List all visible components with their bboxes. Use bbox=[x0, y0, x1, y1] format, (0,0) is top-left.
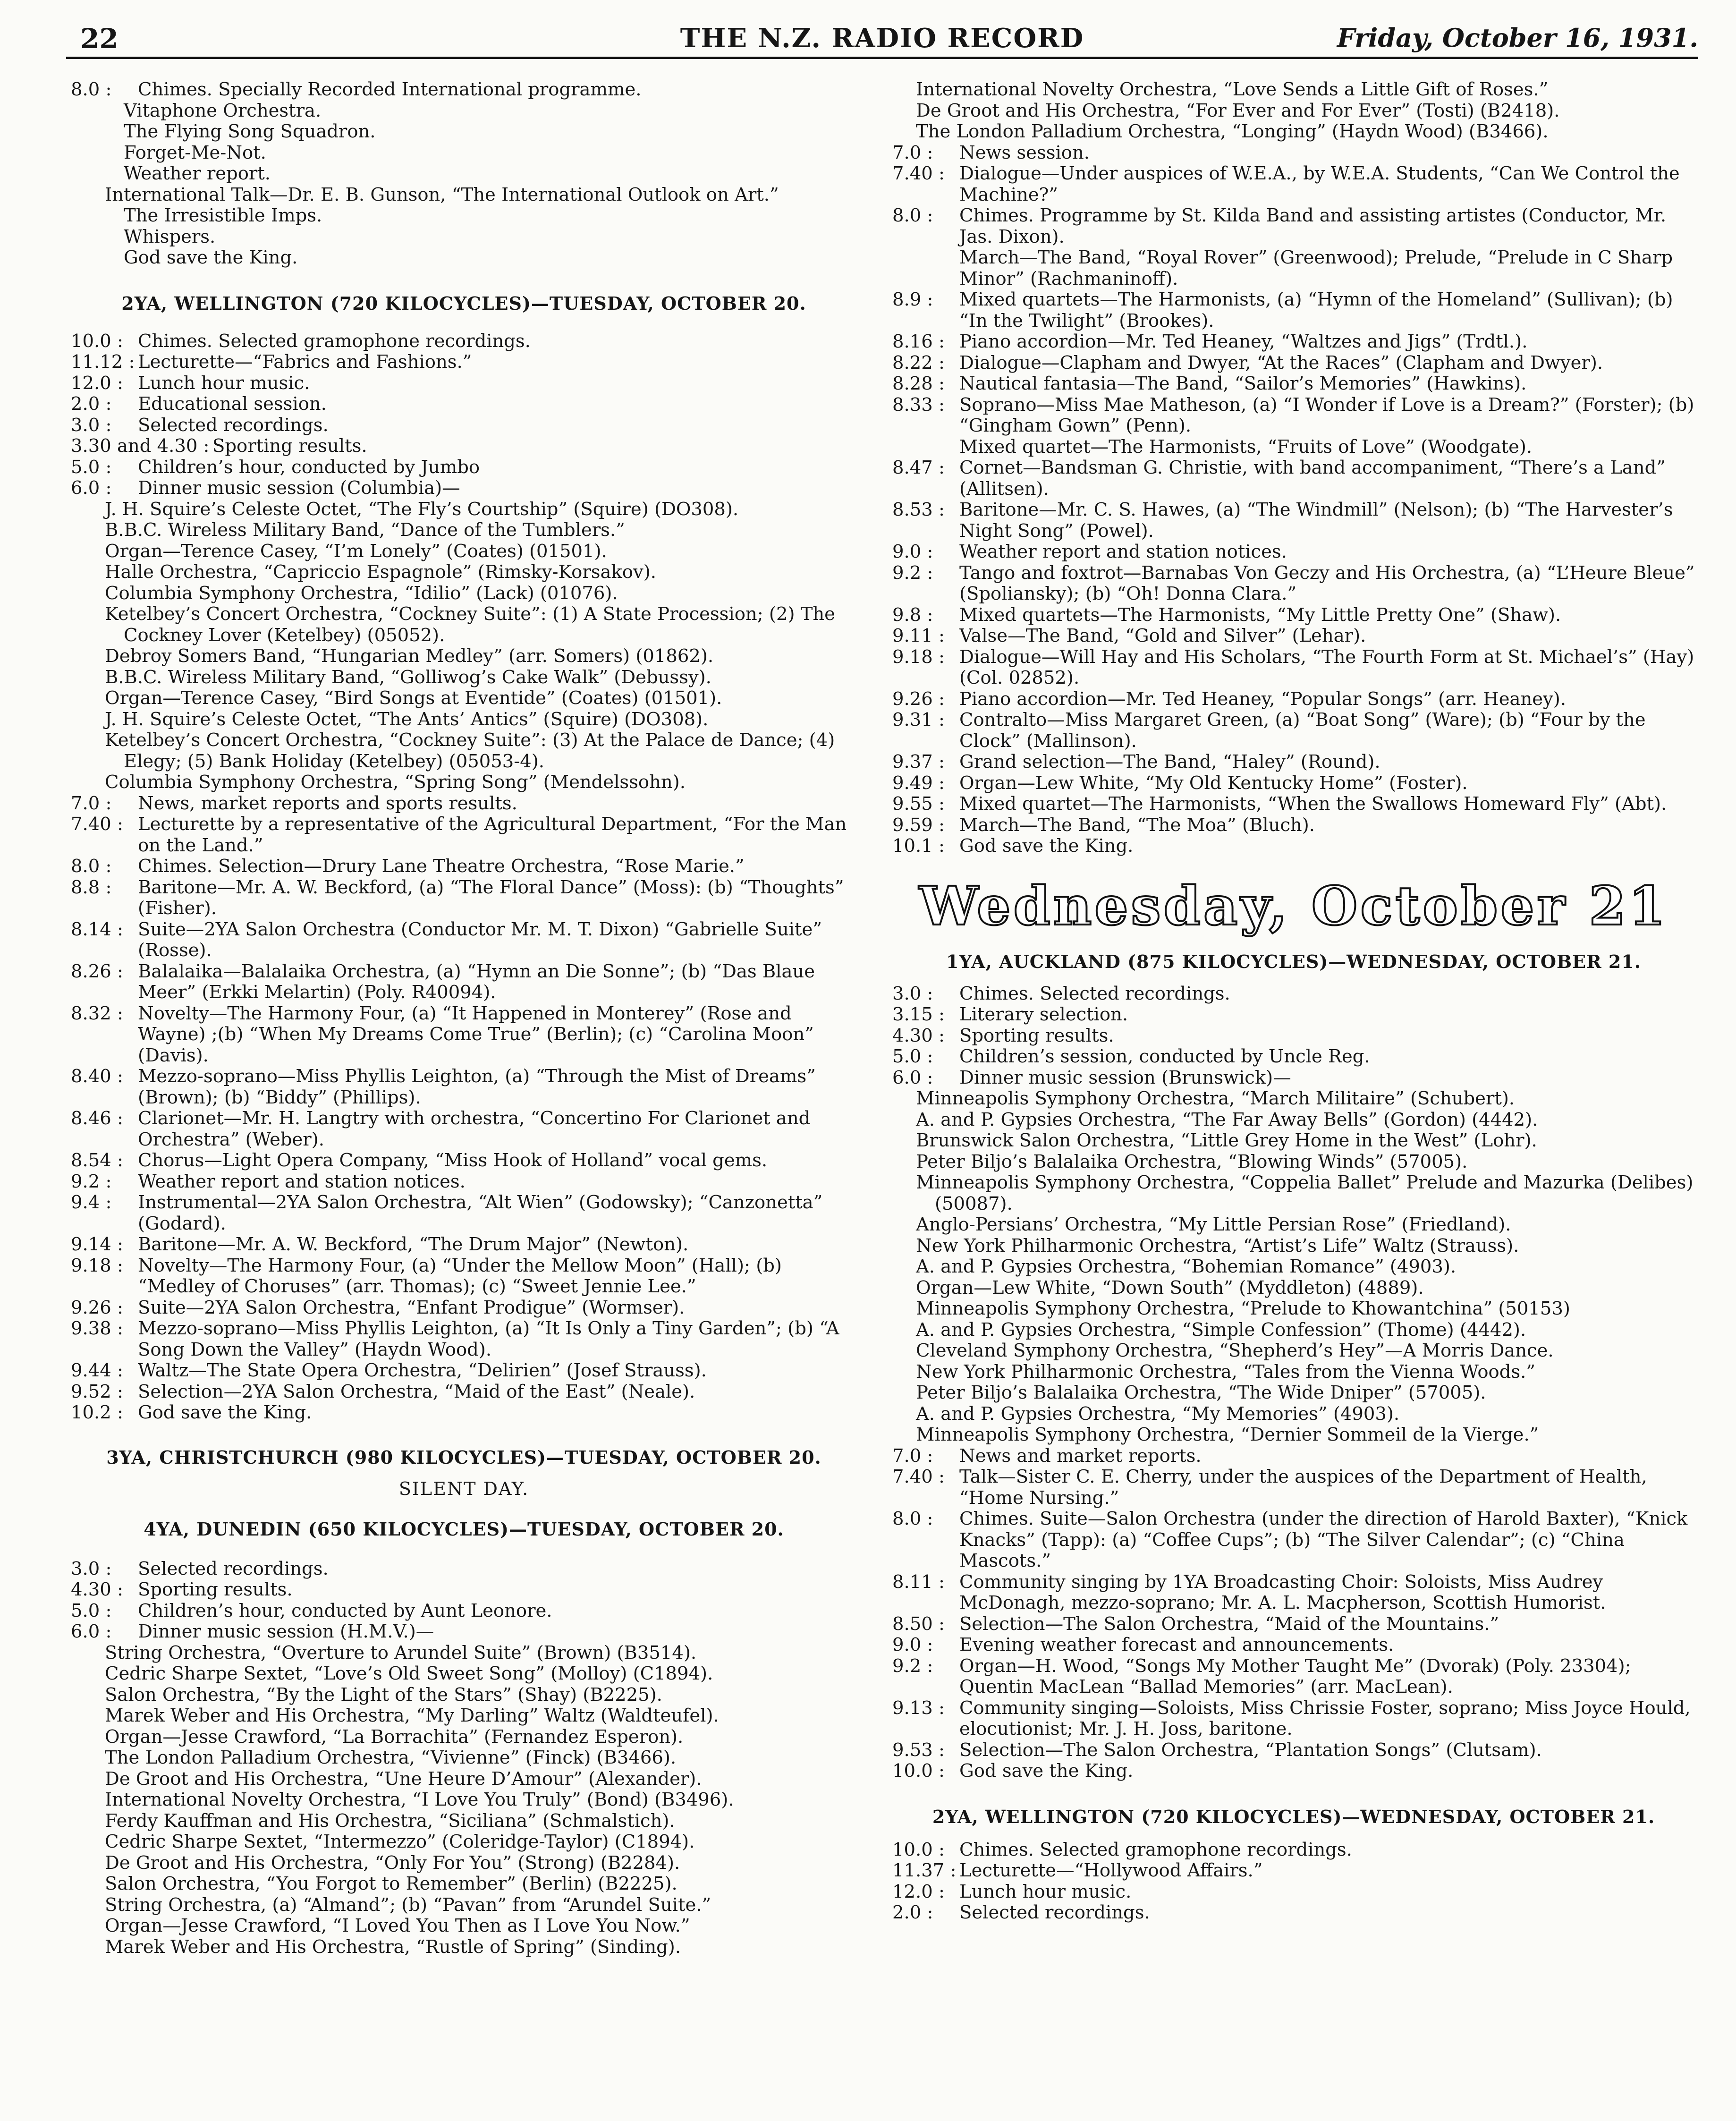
programme-entry bbox=[892, 1635, 1695, 1656]
programme-description: Waltz—The State Opera Orchestra, “Delirien” (Josef Strauss). bbox=[138, 1360, 707, 1381]
programme-description: Mixed quartet—The Harmonists, “When the Swallows Homeward Fly” (Abt). bbox=[959, 793, 1667, 814]
programme-description: Dinner music session (H.M.V.)— bbox=[138, 1621, 434, 1642]
programme-entry bbox=[892, 1698, 1695, 1740]
time-label: 8.46 : bbox=[71, 1108, 123, 1129]
dinner-item: Anglo-Persians’ Orchestra, “My Little Persian Rose” (Friedland). bbox=[916, 1214, 1511, 1235]
time-label bbox=[892, 247, 959, 289]
dinner-item: A. and P. Gypsies Orchestra, “Bohemian Romance” (4903). bbox=[916, 1256, 1457, 1277]
programme-entry bbox=[892, 815, 1695, 836]
time-label: 7.0 : bbox=[892, 1445, 933, 1467]
wellington-wednesday-schedule bbox=[892, 1840, 1695, 1924]
time-label: 6.0 : bbox=[71, 477, 112, 499]
time-label: 9.37 : bbox=[892, 751, 945, 772]
programme-description: Chimes. Suite—Salon Orchestra (under the direction of Harold Baxter), “Knick Knacks” (Tapp): (a) “Coffee Cups”; (b) “The Silver Calendar”; (c) “China Mascots.” bbox=[959, 1508, 1688, 1571]
programme-entry bbox=[892, 289, 1695, 331]
programme-description: Evening weather forecast and announcements. bbox=[959, 1634, 1394, 1655]
programme-entry bbox=[892, 710, 1695, 752]
time-label: 3.0 : bbox=[892, 983, 933, 1004]
programme-description: Lunch hour music. bbox=[959, 1881, 1132, 1902]
programme-entry bbox=[71, 919, 857, 961]
dinner-item: A. and P. Gypsies Orchestra, “Simple Confession” (Thome) (4442). bbox=[916, 1319, 1526, 1340]
programme-description: Mezzo-soprano—Miss Phyllis Leighton, (a) “Through the Mist of Dreams” (Brown); (b) “Biddy” (Phillips). bbox=[138, 1066, 816, 1108]
programme-description: Community singing by 1YA Broadcasting Choir: Soloists, Miss Audrey McDonagh, mezzo-soprano; Mr. A. L. Macpherson, Scottish Humorist. bbox=[959, 1571, 1606, 1613]
wellington-tuesday-schedule bbox=[71, 331, 857, 1424]
top-programme bbox=[71, 79, 857, 269]
programme-entry bbox=[71, 793, 857, 814]
time-label: 7.40 : bbox=[892, 1466, 945, 1487]
programme-entry bbox=[71, 877, 857, 919]
programme-entry bbox=[71, 1402, 857, 1424]
dinner-item: New York Philharmonic Orchestra, “Artist’s Life” Waltz (Strauss). bbox=[916, 1235, 1519, 1256]
dinner-item: Organ—Jesse Crawford, “I Loved You Then as I Love You Now.” bbox=[105, 1915, 690, 1936]
programme-entry bbox=[892, 1840, 1695, 1861]
programme-entry bbox=[892, 331, 1695, 353]
programme-description: Novelty—The Harmony Four, (a) “Under the Mellow Moon” (Hall); (b) “Medley of Choruses” (arr. Thomas); (c) “Sweet Jennie Lee.” bbox=[138, 1255, 782, 1297]
time-label: 5.0 : bbox=[71, 1600, 112, 1621]
time-label: 9.18 : bbox=[892, 646, 945, 668]
programme-item: Forget-Me-Not. bbox=[124, 142, 266, 163]
time-label: 8.14 : bbox=[71, 918, 123, 940]
programme-entry bbox=[892, 773, 1695, 794]
dinner-item: Cedric Sharpe Sextet, “Love’s Old Sweet Song” (Molloy) (C1894). bbox=[105, 1663, 713, 1684]
programme-entry bbox=[71, 1601, 857, 1622]
time-label: 9.38 : bbox=[71, 1318, 123, 1339]
programme-description: Chimes. Selection—Drury Lane Theatre Orchestra, “Rose Marie.” bbox=[138, 856, 745, 877]
dinner-item: Organ—Lew White, “Down South” (Myddleton) (4889). bbox=[916, 1277, 1424, 1298]
programme-entry bbox=[71, 1066, 857, 1108]
silent-day-note: SILENT DAY. bbox=[398, 1478, 529, 1499]
dinner-item: Salon Orchestra, “You Forgot to Remember” (Berlin) (B2225). bbox=[105, 1873, 677, 1894]
programme-description: Chimes. Specially Recorded International programme. bbox=[138, 79, 642, 100]
programme-description: News session. bbox=[959, 142, 1090, 163]
dinner-item: The London Palladium Orchestra, “Vivienne” (Finck) (B3466). bbox=[105, 1747, 677, 1768]
dinner-item: Brunswick Salon Orchestra, “Little Grey Home in the West” (Lohr). bbox=[916, 1130, 1537, 1151]
time-label: 8.28 : bbox=[892, 373, 945, 394]
dinner-item: String Orchestra, (a) “Almand”; (b) “Pavan” from “Arundel Suite.” bbox=[105, 1894, 711, 1916]
programme-description: Lunch hour music. bbox=[138, 372, 310, 394]
dinner-item: Organ—Jesse Crawford, “La Borrachita” (Fernandez Esperon). bbox=[105, 1726, 684, 1748]
programme-description: Literary selection. bbox=[959, 1004, 1128, 1025]
programme-description: Suite—2YA Salon Orchestra (Conductor Mr. M. T. Dixon) “Gabrielle Suite” (Rosse). bbox=[138, 918, 822, 961]
programme-entry bbox=[892, 247, 1695, 289]
time-label: 9.18 : bbox=[71, 1255, 123, 1276]
programme-description: Instrumental—2YA Salon Orchestra, “Alt Wien” (Godowsky); “Canzonetta” (Godard). bbox=[138, 1192, 823, 1234]
programme-description: Balalaika—Balalaika Orchestra, (a) “Hymn an Die Sonne”; (b) “Das Blaue Meer” (Erkki Melartin) (Poly. R40094). bbox=[138, 960, 815, 1003]
programme-entry bbox=[892, 373, 1695, 395]
programme-description: Chimes. Selected gramophone recordings. bbox=[959, 1839, 1352, 1860]
programme-item: International Talk—Dr. E. B. Gunson, “The International Outlook on Art.” bbox=[105, 184, 779, 205]
time-label: 9.14 : bbox=[71, 1234, 123, 1255]
programme-description: Mezzo-soprano—Miss Phyllis Leighton, (a) “It Is Only a Tiny Garden”; (b) “A Song Down the Valley” (Haydn Wood). bbox=[138, 1318, 839, 1360]
programme-description: Selection—The Salon Orchestra, “Maid of the Mountains.” bbox=[959, 1613, 1499, 1635]
dinner-item: Columbia Symphony Orchestra, “Idilio” (Lack) (01076). bbox=[105, 582, 618, 604]
programme-description: Baritone—Mr. A. W. Beckford, (a) “The Floral Dance” (Moss): (b) “Thoughts” (Fisher). bbox=[138, 876, 844, 919]
programme-item: Whispers. bbox=[124, 226, 216, 247]
programme-description: Selected recordings. bbox=[959, 1902, 1150, 1923]
programme-entry bbox=[71, 1192, 857, 1234]
programme-description: Sporting results. bbox=[212, 435, 367, 457]
programme-entry bbox=[71, 394, 857, 415]
programme-description: March—The Band, “Royal Rover” (Greenwood); Prelude, “Prelude in C Sharp Minor” (Rachmaninoff). bbox=[959, 247, 1673, 289]
programme-item: Vitaphone Orchestra. bbox=[124, 100, 322, 121]
time-label: 9.2 : bbox=[892, 1655, 933, 1677]
time-label bbox=[892, 437, 959, 458]
dinner-item: Organ—Terence Casey, “Bird Songs at Eventide” (Coates) (01501). bbox=[105, 687, 722, 709]
programme-entry bbox=[892, 626, 1695, 647]
programme-description: Mixed quartets—The Harmonists, (a) “Hymn of the Homeland” (Sullivan); (b) “In the Twilight” (Brookes). bbox=[959, 289, 1673, 331]
programme-description: Piano accordion—Mr. Ted Heaney, “Waltzes and Jigs” (Trdtl.). bbox=[959, 331, 1528, 352]
programme-description: Children’s session, conducted by Uncle Reg. bbox=[959, 1046, 1370, 1067]
programme-entry bbox=[71, 1108, 857, 1150]
time-label: 8.54 : bbox=[71, 1150, 123, 1171]
time-label: 9.26 : bbox=[71, 1297, 123, 1318]
programme-entry bbox=[892, 752, 1695, 773]
time-label: 12.0 : bbox=[71, 372, 123, 394]
right-column bbox=[892, 79, 1695, 1924]
time-label: 8.0 : bbox=[71, 856, 112, 877]
programme-entry bbox=[71, 79, 857, 101]
programme-description: Chorus—Light Opera Company, “Miss Hook of Holland” vocal gems. bbox=[138, 1150, 768, 1171]
programme-description: Dialogue—Will Hay and His Scholars, “The Fourth Form at St. Michael’s” (Hay) (Col. 02852). bbox=[959, 646, 1694, 688]
programme-entry bbox=[892, 205, 1695, 247]
dinner-item: Marek Weber and His Orchestra, “My Darling” Waltz (Waldteufel). bbox=[105, 1705, 719, 1726]
programme-description: Baritone—Mr. A. W. Beckford, “The Drum Major” (Newton). bbox=[138, 1234, 689, 1255]
dinner-item: J. H. Squire’s Celeste Octet, “The Fly’s Courtship” (Squire) (DO308). bbox=[105, 498, 739, 520]
dinner-item: Cleveland Symphony Orchestra, “Shepherd’s Hey”—A Morris Dance. bbox=[916, 1340, 1554, 1361]
programme-entry bbox=[892, 794, 1695, 815]
time-label: 7.40 : bbox=[892, 163, 945, 184]
programme-description: Organ—Lew White, “My Old Kentucky Home” (Foster). bbox=[959, 772, 1468, 794]
time-label: 4.30 : bbox=[71, 1579, 123, 1600]
dinner-item: Peter Biljo’s Balalaika Orchestra, “The Wide Dniper” (57005). bbox=[916, 1382, 1486, 1403]
programme-description: Sporting results. bbox=[959, 1025, 1114, 1046]
programme-description: Grand selection—The Band, “Haley” (Round). bbox=[959, 751, 1380, 772]
issue-date: Friday, October 16, 1931. bbox=[1337, 23, 1698, 53]
time-label: 9.52 : bbox=[71, 1381, 123, 1402]
programme-entry bbox=[71, 352, 857, 373]
programme-item: The Flying Song Squadron. bbox=[124, 121, 376, 142]
programme-description: Dinner music session (Columbia)— bbox=[138, 477, 460, 499]
programme-entry bbox=[892, 689, 1695, 710]
programme-entry bbox=[71, 856, 857, 877]
programme-description: Contralto—Miss Margaret Green, (a) “Boat Song” (Ware); (b) “Four by the Clock” (Mallinson). bbox=[959, 709, 1646, 752]
dinner-item: Ferdy Kauffman and His Orchestra, “Siciliana” (Schmalstich). bbox=[105, 1810, 675, 1832]
programme-entry bbox=[71, 457, 857, 478]
dinner-item: New York Philharmonic Orchestra, “Tales from the Vienna Woods.” bbox=[916, 1361, 1536, 1383]
station-heading: 3YA, CHRISTCHURCH (980 KILOCYCLES)—TUESDAY, OCTOBER 20. bbox=[106, 1446, 821, 1468]
dinner-item: A. and P. Gypsies Orchestra, “The Far Away Bells” (Gordon) (4442). bbox=[916, 1109, 1538, 1130]
programme-description: God save the King. bbox=[959, 835, 1134, 857]
programme-entry bbox=[892, 437, 1695, 458]
time-label: 8.32 : bbox=[71, 1002, 123, 1024]
programme-description: Dialogue—Clapham and Dwyer, “At the Races” (Clapham and Dwyer). bbox=[959, 352, 1603, 373]
programme-entry bbox=[71, 961, 857, 1003]
time-label: 10.0 : bbox=[71, 330, 123, 352]
dinner-item: Minneapolis Symphony Orchestra, “Coppelia Ballet” Prelude and Mazurka (Delibes) (50087). bbox=[916, 1172, 1694, 1214]
dinner-item: De Groot and His Orchestra, “Une Heure D’Amour” (Alexander). bbox=[105, 1768, 702, 1790]
time-label: 11.37 : bbox=[892, 1860, 957, 1881]
dinner-item: Minneapolis Symphony Orchestra, “March Militaire” (Schubert). bbox=[916, 1088, 1515, 1109]
programme-entry bbox=[892, 984, 1695, 1005]
programme-entry bbox=[71, 1234, 857, 1256]
programme-description: March—The Band, “The Moa” (Bluch). bbox=[959, 814, 1315, 836]
programme-entry bbox=[71, 1360, 857, 1382]
programme-description: Valse—The Band, “Gold and Silver” (Lehar). bbox=[959, 625, 1366, 646]
dinner-item: Debroy Somers Band, “Hungarian Medley” (arr. Somers) (01862). bbox=[105, 645, 714, 667]
time-label: 9.4 : bbox=[71, 1192, 112, 1213]
programme-entry bbox=[892, 1614, 1695, 1635]
time-label: 2.0 : bbox=[71, 393, 112, 415]
dinner-item: Ketelbey’s Concert Orchestra, “Cockney Suite”: (3) At the Palace de Dance; (4) Elegy; (5) Bank Holiday (Ketelbey) (05053-4). bbox=[105, 730, 835, 772]
programme-description: Weather report and station notices. bbox=[959, 541, 1287, 562]
station-heading: 2YA, WELLINGTON (720 KILOCYCLES)—WEDNESDAY, OCTOBER 21. bbox=[932, 1806, 1655, 1827]
programme-entry bbox=[892, 1467, 1695, 1509]
programme-entry bbox=[892, 1004, 1695, 1026]
time-label: 8.50 : bbox=[892, 1613, 945, 1635]
programme-entry bbox=[892, 542, 1695, 563]
programme-entry bbox=[892, 1860, 1695, 1882]
dinner-item: De Groot and His Orchestra, “Only For You” (Strong) (B2284). bbox=[105, 1852, 680, 1874]
dinner-item: Organ—Terence Casey, “I’m Lonely” (Coates) (01501). bbox=[105, 540, 607, 562]
programme-description: Community singing—Soloists, Miss Chrissie Foster, soprano; Miss Joyce Hould, elocutionist; Mr. J. H. Joss, baritone. bbox=[959, 1697, 1691, 1739]
programme-entry bbox=[71, 1003, 857, 1067]
time-label: 8.22 : bbox=[892, 352, 945, 373]
programme-description: Educational session. bbox=[138, 393, 327, 415]
dinner-item: Minneapolis Symphony Orchestra, “Dernier Sommeil de la Vierge.” bbox=[916, 1424, 1539, 1445]
time-label: 3.15 : bbox=[892, 1004, 945, 1025]
dinner-item: International Novelty Orchestra, “I Love You Truly” (Bond) (B3496). bbox=[105, 1789, 734, 1810]
time-label: 9.59 : bbox=[892, 814, 945, 836]
programme-description: Children’s hour, conducted by Aunt Leonore. bbox=[138, 1600, 552, 1621]
masthead bbox=[66, 19, 1698, 59]
dinner-item: A. and P. Gypsies Orchestra, “My Memories” (4903). bbox=[916, 1403, 1400, 1425]
programme-entry bbox=[892, 143, 1695, 164]
time-label: 7.40 : bbox=[71, 814, 123, 835]
time-label: 9.0 : bbox=[892, 541, 933, 562]
time-label: 8.8 : bbox=[71, 876, 112, 898]
programme-entry bbox=[892, 605, 1695, 626]
programme-entry bbox=[71, 436, 857, 457]
station-heading: 1YA, AUCKLAND (875 KILOCYCLES)—WEDNESDAY, OCTOBER 21. bbox=[946, 950, 1641, 972]
time-label: 8.26 : bbox=[71, 960, 123, 982]
programme-entry bbox=[71, 1318, 857, 1360]
programme-description: News, market reports and sports results. bbox=[138, 792, 517, 814]
dinner-item: Halle Orchestra, “Capriccio Espagnole” (Rimsky-Korsakov). bbox=[105, 561, 656, 583]
programme-description: Weather report and station notices. bbox=[138, 1171, 466, 1192]
programme-entry bbox=[71, 1150, 857, 1171]
day-banner: Wednesday, October 21 bbox=[919, 875, 1668, 937]
dinner-item: Columbia Symphony Orchestra, “Spring Song” (Mendelssohn). bbox=[105, 772, 686, 793]
programme-description: Nautical fantasia—The Band, “Sailor’s Memories” (Hawkins). bbox=[959, 373, 1527, 394]
time-label: 5.0 : bbox=[892, 1046, 933, 1067]
time-label: 4.30 : bbox=[892, 1025, 945, 1046]
programme-item: Weather report. bbox=[124, 163, 271, 184]
time-label: 9.31 : bbox=[892, 709, 945, 730]
time-label: 10.1 : bbox=[892, 835, 945, 857]
time-label: 11.12 : bbox=[71, 351, 135, 373]
programme-description: Children’s hour, conducted by Jumbo bbox=[138, 456, 480, 478]
programme-entry bbox=[892, 1046, 1695, 1068]
time-label: 9.26 : bbox=[892, 688, 945, 710]
programme-description: Organ—H. Wood, “Songs My Mother Taught Me” (Dvorak) (Poly. 23304); Quentin MacLean “Ballad Memories” (arr. MacLean). bbox=[959, 1655, 1631, 1697]
programme-entry bbox=[892, 1761, 1695, 1782]
page-number: 22 bbox=[80, 23, 119, 55]
programme-entry bbox=[892, 563, 1695, 605]
time-label: 3.30 and 4.30 : bbox=[71, 435, 210, 457]
time-label: 3.0 : bbox=[71, 1558, 112, 1579]
programme-entry bbox=[892, 500, 1695, 542]
dunedin-tuesday-continued bbox=[892, 79, 1695, 857]
time-label: 9.49 : bbox=[892, 772, 945, 794]
programme-description: Sporting results. bbox=[138, 1579, 293, 1600]
programme-description: Lecturette—“Hollywood Affairs.” bbox=[959, 1860, 1263, 1881]
programme-entry bbox=[892, 1509, 1695, 1572]
dinner-item: String Orchestra, “Overture to Arundel Suite” (Brown) (B3514). bbox=[105, 1642, 697, 1663]
programme-entry bbox=[892, 1902, 1695, 1924]
programme-entry bbox=[892, 163, 1695, 205]
dinner-item: International Novelty Orchestra, “Love Sends a Little Gift of Roses.” bbox=[916, 79, 1549, 100]
time-label: 8.16 : bbox=[892, 331, 945, 352]
time-label: 8.0 : bbox=[892, 205, 933, 226]
programme-description: Novelty—The Harmony Four, (a) “It Happened in Monterey” (Rose and Wayne) ;(b) “When My Dreams Come True” (Berlin); (c) “Carolina Moon” (Davis). bbox=[138, 1002, 814, 1066]
programme-item: God save the King. bbox=[124, 247, 298, 268]
programme-description: Dialogue—Under auspices of W.E.A., by W.E.A. Students, “Can We Control the Machine?” bbox=[959, 163, 1680, 205]
dinner-item: De Groot and His Orchestra, “For Ever and For Ever” (Tosti) (B2418). bbox=[916, 100, 1560, 121]
programme-description: Tango and foxtrot—Barnabas Von Geczy and His Orchestra, (a) “L’Heure Bleue” (Spoliansky); (b) “Oh! Donna Clara.” bbox=[959, 562, 1695, 604]
programme-description: God save the King. bbox=[959, 1760, 1134, 1782]
programme-entry bbox=[71, 1621, 857, 1643]
dinner-item: B.B.C. Wireless Military Band, “Golliwog’s Cake Walk” (Debussy). bbox=[105, 666, 711, 688]
programme-description: Mixed quartets—The Harmonists, “My Little Pretty One” (Shaw). bbox=[959, 604, 1561, 626]
programme-description: Selected recordings. bbox=[138, 414, 329, 436]
time-label: 9.8 : bbox=[892, 604, 933, 626]
programme-description: Baritone—Mr. C. S. Hawes, (a) “The Windmill” (Nelson); (b) “The Harvester’s Night Song” (Powel). bbox=[959, 499, 1673, 542]
programme-description: Selected recordings. bbox=[138, 1558, 329, 1579]
time-label: 7.0 : bbox=[892, 142, 933, 163]
programme-entry bbox=[892, 458, 1695, 500]
programme-item: The Irresistible Imps. bbox=[124, 205, 322, 226]
dinner-item: J. H. Squire’s Celeste Octet, “The Ants’ Antics” (Squire) (DO308). bbox=[105, 708, 709, 730]
programme-description: God save the King. bbox=[138, 1402, 312, 1423]
time-label: 9.11 : bbox=[892, 625, 945, 646]
programme-entry bbox=[71, 331, 857, 352]
programme-description: Chimes. Programme by St. Kilda Band and assisting artistes (Conductor, Mr. Jas. Dixon). bbox=[959, 205, 1667, 247]
programme-description: Selection—The Salon Orchestra, “Plantation Songs” (Clutsam). bbox=[959, 1739, 1542, 1761]
time-label: 9.44 : bbox=[71, 1360, 123, 1381]
programme-description: Chimes. Selected recordings. bbox=[959, 983, 1230, 1004]
programme-description: Talk—Sister C. E. Cherry, under the auspices of the Department of Health, “Home Nursing.” bbox=[959, 1466, 1647, 1509]
time-label: 7.0 : bbox=[71, 792, 112, 814]
programme-entry bbox=[71, 1171, 857, 1193]
dinner-item: Peter Biljo’s Balalaika Orchestra, “Blowing Winds” (57005). bbox=[916, 1151, 1468, 1172]
programme-entry bbox=[71, 1382, 857, 1403]
programme-entry bbox=[71, 1579, 857, 1601]
time-label: 9.0 : bbox=[892, 1634, 933, 1655]
time-label: 9.2 : bbox=[892, 562, 933, 584]
dunedin-tuesday-schedule bbox=[71, 1559, 857, 1958]
time-label: 10.0 : bbox=[892, 1760, 945, 1782]
time-label: 12.0 : bbox=[892, 1881, 945, 1902]
publication-title: THE N.Z. RADIO RECORD bbox=[680, 23, 1084, 54]
programme-description: Lecturette—“Fabrics and Fashions.” bbox=[138, 351, 472, 373]
programme-entry bbox=[71, 415, 857, 436]
programme-entry bbox=[892, 1882, 1695, 1903]
programme-description: News and market reports. bbox=[959, 1445, 1202, 1467]
dinner-item: Ketelbey’s Concert Orchestra, “Cockney Suite”: (1) A State Procession; (2) The Cockney Lover (Ketelbey) (05052). bbox=[105, 603, 835, 646]
station-heading: 4YA, DUNEDIN (650 KILOCYCLES)—TUESDAY, OCTOBER 20. bbox=[144, 1518, 784, 1540]
time-label: 8.9 : bbox=[892, 289, 933, 310]
programme-description: Dinner music session (Brunswick)— bbox=[959, 1067, 1291, 1088]
programme-description: Suite—2YA Salon Orchestra, “Enfant Prodigue” (Wormser). bbox=[138, 1297, 685, 1318]
programme-description: Soprano—Miss Mae Matheson, (a) “I Wonder if Love is a Dream?” (Forster); (b) “Gingham Gown” (Penn). bbox=[959, 394, 1694, 436]
time-label: 6.0 : bbox=[71, 1621, 112, 1642]
programme-description: Lecturette by a representative of the Agricultural Department, “For the Man on the Land.” bbox=[138, 814, 847, 856]
programme-entry bbox=[892, 1572, 1695, 1614]
programme-description: Mixed quartet—The Harmonists, “Fruits of Love” (Woodgate). bbox=[959, 436, 1533, 458]
programme-entry bbox=[892, 647, 1695, 689]
programme-entry bbox=[892, 1026, 1695, 1047]
time-label: 8.47 : bbox=[892, 457, 945, 478]
programme-entry bbox=[71, 1559, 857, 1580]
programme-entry bbox=[892, 836, 1695, 857]
time-label: 9.2 : bbox=[71, 1171, 112, 1192]
dinner-item: Marek Weber and His Orchestra, “Rustle of Spring” (Sinding). bbox=[105, 1936, 681, 1958]
programme-description: Cornet—Bandsman G. Christie, with band accompaniment, “There’s a Land” (Allitsen). bbox=[959, 457, 1666, 500]
programme-entry bbox=[892, 1446, 1695, 1467]
time-label: 2.0 : bbox=[892, 1902, 933, 1923]
time-label: 10.0 : bbox=[892, 1839, 945, 1860]
programme-description: Clarionet—Mr. H. Langtry with orchestra, “Concertino For Clarionet and Orchestra” (Weber). bbox=[138, 1108, 811, 1150]
programme-entry bbox=[71, 814, 857, 856]
time-label: 3.0 : bbox=[71, 414, 112, 436]
programme-description: Piano accordion—Mr. Ted Heaney, “Popular Songs” (arr. Heaney). bbox=[959, 688, 1567, 710]
dinner-item: Minneapolis Symphony Orchestra, “Prelude to Khowantchina” (50153) bbox=[916, 1298, 1570, 1319]
left-column bbox=[71, 79, 857, 1958]
time-label: 8.53 : bbox=[892, 499, 945, 520]
time-label: 9.55 : bbox=[892, 793, 945, 814]
time-label: 6.0 : bbox=[892, 1067, 933, 1088]
time-label: 8.40 : bbox=[71, 1066, 123, 1087]
station-heading: 2YA, WELLINGTON (720 KILOCYCLES)—TUESDAY, OCTOBER 20. bbox=[121, 292, 806, 314]
time-label: 8.0 : bbox=[892, 1508, 933, 1529]
dinner-item: Salon Orchestra, “By the Light of the Stars” (Shay) (B2225). bbox=[105, 1684, 662, 1705]
programme-entry bbox=[892, 1656, 1695, 1698]
dinner-item: B.B.C. Wireless Military Band, “Dance of the Tumblers.” bbox=[105, 519, 625, 541]
programme-entry bbox=[71, 1298, 857, 1319]
time-label: 9.53 : bbox=[892, 1739, 945, 1761]
programme-description: Chimes. Selected gramophone recordings. bbox=[138, 330, 531, 352]
programme-entry bbox=[892, 1740, 1695, 1761]
programme-entry bbox=[71, 478, 857, 499]
time-label: 10.2 : bbox=[71, 1402, 123, 1423]
programme-entry bbox=[892, 395, 1695, 437]
dinner-item: The London Palladium Orchestra, “Longing” (Haydn Wood) (B3466). bbox=[916, 121, 1549, 142]
programme-entry bbox=[892, 353, 1695, 374]
time-label: 8.11 : bbox=[892, 1571, 945, 1593]
programme-entry bbox=[892, 1068, 1695, 1089]
time-label: 5.0 : bbox=[71, 456, 112, 478]
programme-entry bbox=[71, 1256, 857, 1298]
time-label: 8.33 : bbox=[892, 394, 945, 416]
time-label: 8.0 : bbox=[71, 79, 112, 100]
programme-description: Selection—2YA Salon Orchestra, “Maid of the East” (Neale). bbox=[138, 1381, 695, 1402]
time-label: 9.13 : bbox=[892, 1697, 945, 1719]
dinner-item: Cedric Sharpe Sextet, “Intermezzo” (Coleridge-Taylor) (C1894). bbox=[105, 1831, 695, 1852]
programme-entry bbox=[71, 373, 857, 394]
auckland-wednesday-schedule bbox=[892, 984, 1695, 1782]
